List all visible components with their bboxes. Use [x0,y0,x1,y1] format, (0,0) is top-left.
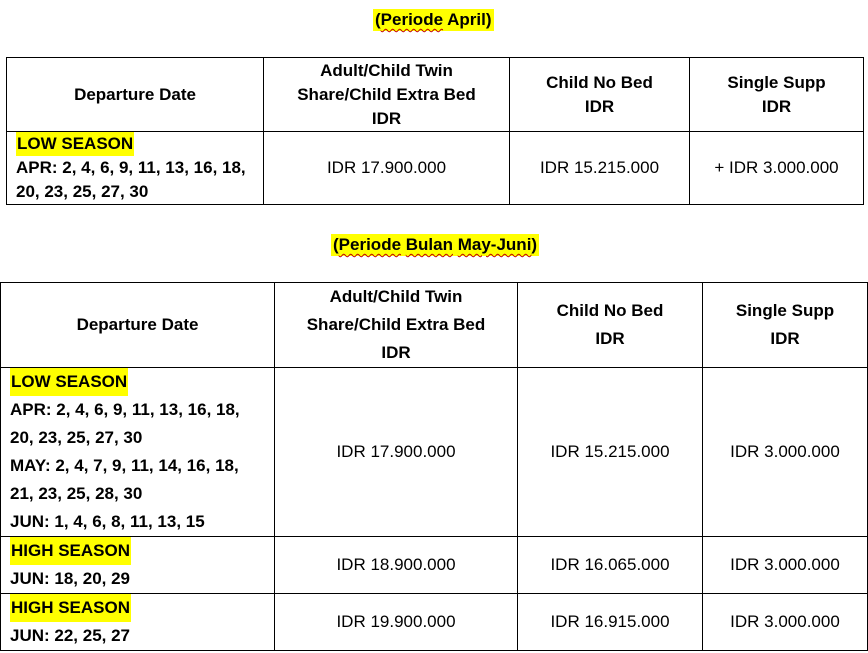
title-word: April [447,10,486,29]
child-price-cell: IDR 16.915.000 [518,594,703,651]
price-table-may-june [0,282,868,651]
title-paren-close: ) [531,235,538,254]
header-adult-price [264,58,510,132]
header-adult-price [275,283,518,368]
date-line: APR: 2, 4, 6, 9, 11, 13, 16, 18, [16,158,246,177]
title-word: Periode [380,10,444,29]
header-line: Child No Bed [556,301,664,320]
header-line: Share/Child Extra Bed [297,84,476,104]
single-supp-cell: IDR 3.000.000 [703,368,868,537]
date-line: JUN: 22, 25, 27 [10,626,131,645]
header-line: IDR [381,343,411,362]
departure-dates-cell [1,594,275,651]
single-supp-cell: IDR 3.000.000 [703,537,868,594]
table-row [1,594,868,651]
header-line: IDR [584,96,615,116]
departure-dates-cell [1,537,275,594]
header-child-no-bed [518,283,703,368]
child-price-cell: IDR 15.215.000 [518,368,703,537]
adult-price-cell: IDR 17.900.000 [275,368,518,537]
header-line: IDR [761,96,792,116]
table-row [1,368,868,537]
header-line: Single Supp [727,72,826,92]
header-line: IDR [595,329,625,348]
child-price-cell: IDR 15.215.000 [510,132,690,205]
season-label: LOW SEASON [10,368,128,396]
date-line: 20, 23, 25, 27, 30 [16,182,149,201]
adult-price-cell: IDR 17.900.000 [264,132,510,205]
table-header-row [1,283,868,368]
date-line: JUN: 18, 20, 29 [10,569,131,588]
season-label: HIGH SEASON [10,537,131,565]
season-label: HIGH SEASON [10,594,131,622]
adult-price-cell: IDR 19.900.000 [275,594,518,651]
header-line: IDR [770,329,800,348]
single-supp-cell: IDR 3.000.000 [703,594,868,651]
header-line: IDR [371,108,402,128]
date-line: 21, 23, 25, 28, 30 [10,484,143,503]
child-price-cell: IDR 16.065.000 [518,537,703,594]
header-single-supp [690,58,864,132]
title-paren-open: ( [375,10,381,29]
date-line: JUN: 1, 4, 6, 8, 11, 13, 15 [10,512,205,531]
title-paren-close: ) [485,10,492,29]
departure-dates-cell [7,132,264,205]
title-paren-open: ( [333,235,339,254]
header-departure-date: Departure Date [7,58,264,132]
header-single-supp [703,283,868,368]
single-supp-cell: + IDR 3.000.000 [690,132,864,205]
date-line: 20, 23, 25, 27, 30 [10,428,143,447]
header-departure-date: Departure Date [1,283,275,368]
title-word: Bulan [405,235,453,254]
header-line: Adult/Child Twin [320,60,453,80]
season-label: LOW SEASON [16,132,134,156]
table-row [1,537,868,594]
header-line: Single Supp [735,301,835,320]
header-line: Adult/Child Twin [329,287,463,306]
table-header-row [7,58,864,132]
date-line: APR: 2, 4, 6, 9, 11, 13, 16, 18, [10,400,240,419]
price-table-april [6,57,864,205]
header-line: Share/Child Extra Bed [306,315,486,334]
date-line: MAY: 2, 4, 7, 9, 11, 14, 16, 18, [10,456,239,475]
departure-dates-cell [1,368,275,537]
title-word: May-Juni [457,235,532,254]
section-title-may-june [331,234,539,256]
header-line: Child No Bed [546,72,653,92]
adult-price-cell: IDR 18.900.000 [275,537,518,594]
table-row [7,132,864,205]
header-child-no-bed [510,58,690,132]
section-title-april [373,9,494,31]
title-word: Periode [338,235,402,254]
